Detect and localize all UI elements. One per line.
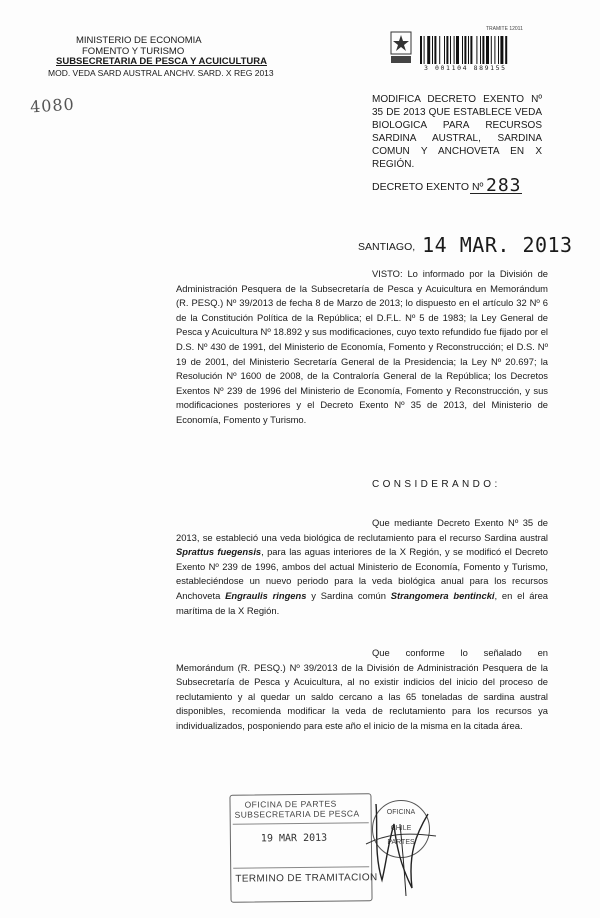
considerando-paragraph-2: Que conforme lo señalado en Memorándum (R. PESQ.) Nº 39/2013 de la División de Administración Pesquera de la Subsecretaría de Pesca y Acuicultura, al no existir indicios del inicio del proceso de reclutamiento y al quedar un saldo cercano a las 65 toneladas de sardina austral disponibles, recomienda modificar la veda de reclutamiento para los recursos ya individualizados, posponiendo para este año el inicio de la misma en la citada área. (176, 647, 548, 731)
letterhead (48, 36, 274, 78)
c1-text-3: y Sardina común (306, 589, 391, 601)
decree-number-line (372, 175, 522, 196)
species-sprattus: Sprattus fuegensis (176, 546, 262, 558)
handwritten-number: 4080 (29, 94, 76, 117)
ministry-subtitle: FOMENTO Y TURISMO (82, 45, 185, 57)
decree-number: 283 (486, 175, 522, 196)
stamp-date: 19 MAR 2013 (260, 832, 328, 845)
visto-paragraph (176, 267, 548, 428)
species-strangomera: Strangomera bentincki (390, 589, 495, 601)
visto-text: Lo informado por la División de Administración Pesquera de la Subsecretaría de Pesca y Acuicultura en Memorándum (R. PESQ.) Nº 39/2013 de fecha 8 de Marzo de 2013; lo dispuesto en el artículo 32 Nº 6 de la Constitución Política de la República; el D.F.L. Nº 5 de 1983; la Ley General de Pesca y Acuicultura Nº 18.892 y sus modificaciones, cuyo texto refundido fue fijado por el D.S. Nº 430 de 1991, del Ministerio de Economía, Fomento y Reconstrucción; el D.S. Nº 19 de 2001, del Ministerio Secretaría General de la Presidencia; la Ley Nº 20.697; la Resolución Nº 1600 de 2008, de la Contraloría General de la República; los Decretos Exentos Nº 239 de 1996 del Ministerio de Economía, Fomento y Reconstrucción, y sus modificaciones posteriores y el Decreto Exento Nº 35 de 2013, del Ministerio de Economía, Fomento y Turismo. (176, 268, 548, 425)
ministry-name: MINISTERIO DE ECONOMIA (76, 35, 202, 46)
decree-subject: MODIFICA DECRETO EXENTO Nº 35 DE 2013 QUE ESTABLECE VEDA BIOLOGICA PARA RECURSOS SARDINA AUSTRAL, SARDINA COMUN Y ANCHOVETA EN X REGIÓN. (372, 94, 542, 170)
c1-text-4: , en el área marítima de la X Región. (176, 589, 548, 616)
considerando-paragraph-1 (176, 516, 548, 618)
place-date (358, 231, 573, 255)
round-stamp-bottom: PARTES (387, 839, 415, 846)
stamp-footer: TERMINO DE TRAMITACION (235, 872, 378, 885)
file-reference: MOD. VEDA SARD AUSTRAL ANCHV. SARD. X REG 2013 (48, 67, 274, 78)
species-engraulis: Engraulis ringens (225, 589, 307, 601)
barcode-bars (420, 36, 538, 64)
visto-lead: VISTO: (372, 268, 403, 279)
signature (316, 784, 476, 904)
round-stamp-top: OFICINA (386, 809, 416, 816)
barcode-number: 3 001104 889155 (424, 64, 507, 72)
stamp-office-line2: SUBSECRETARIA DE PESCA (234, 808, 360, 820)
city: SANTIAGO, (358, 241, 416, 253)
barcode-label (382, 26, 542, 72)
stamp-office-line1: OFICINA DE PARTES (244, 798, 337, 810)
decree-number-label: DECRETO EXENTO Nº (372, 181, 484, 193)
considerando-heading: CONSIDERANDO: (372, 479, 501, 490)
barcode-top-code: TRAMITE 12011 (486, 26, 523, 32)
chile-seal-icon (388, 30, 414, 66)
c1-text-2: , para las aguas interiores de la X Región, y se modificó el Decreto Exento Nº 239 de 1996, ambos del actual Ministerio de Economía, Fomento y Turismo, estableciéndose un nuevo periodo para la veda biológica anual para los recursos Anchoveta (176, 546, 548, 601)
c1-text-1: Que mediante Decreto Exento Nº 35 de 2013, se estableció una veda biológica de reclutamiento para el recurso Sardina austral (176, 517, 548, 543)
decree-date: 14 MAR. 2013 (422, 233, 573, 257)
subsecretaria-name: SUBSECRETARIA DE PESCA Y ACUICULTURA (56, 56, 267, 67)
round-stamp-mid: CHILE (390, 825, 412, 832)
